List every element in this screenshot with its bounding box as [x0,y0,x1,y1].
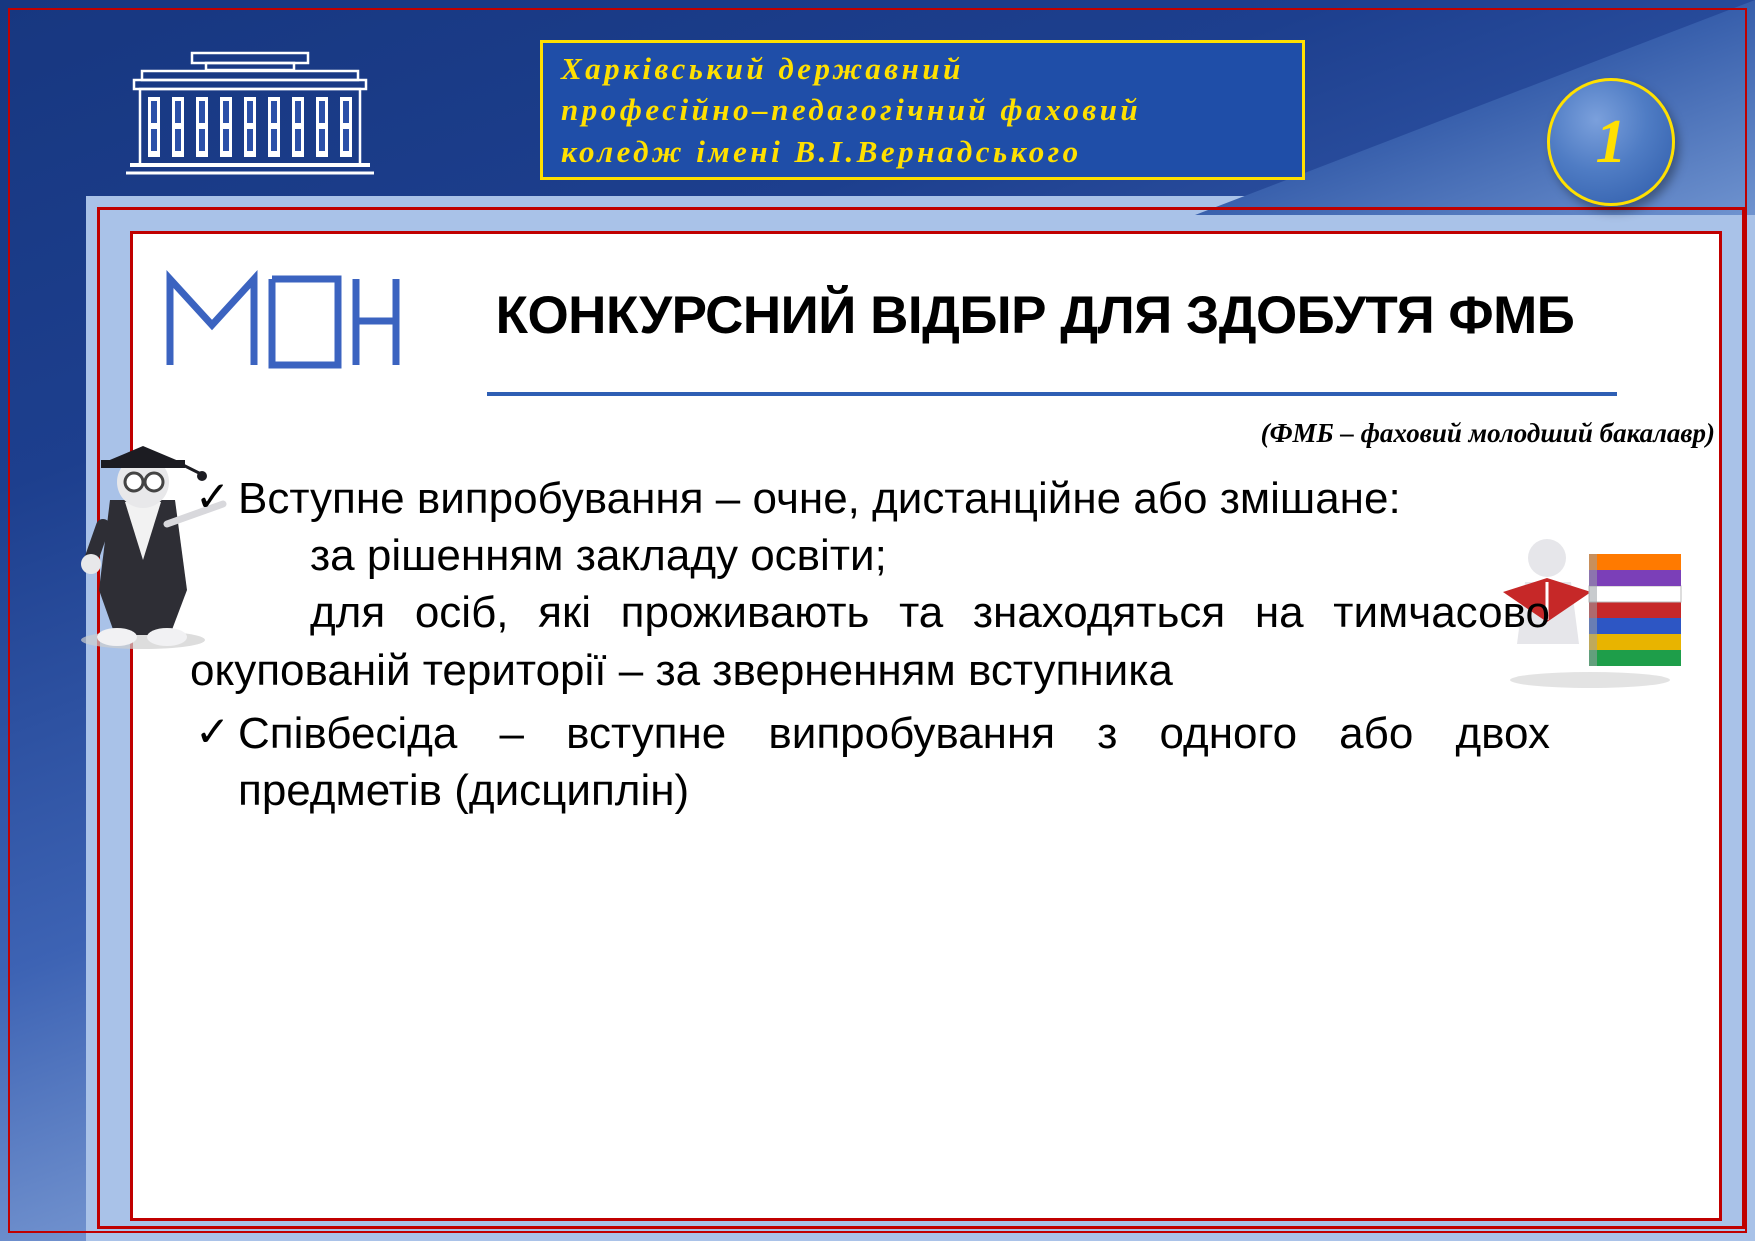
college-title-box [540,40,1305,180]
bullet-item-2-text: Співбесіда – вступне випробування з одного або двох предметів (дисциплін) [238,708,1550,815]
college-building-icon [120,45,380,185]
slide-body [190,470,1550,819]
slide-number-badge [1547,78,1675,206]
college-title-line-3: коледж імені В.І.Вернадського [561,133,1082,169]
college-title-line-1: Харківський державний [561,51,964,87]
mon-logo-icon [160,265,405,375]
bullet-item-1 [190,470,1550,527]
page-subtitle: (ФМБ – фаховий молодший бакалавр) [1260,418,1715,448]
sub-item-1: за рішенням закладу освіти; [310,531,887,581]
check-icon-2: ✓ [195,707,231,755]
bullet-item-1-text: Вступне випробування – очне, дистанційне або змішане: [238,474,1401,523]
college-title-line-2: професійно–педагогічний фаховий [561,92,1142,128]
bullet-item-2 [190,705,1550,819]
page-title: КОНКУРСНИЙ ВІДБІР ДЛЯ ЗДОБУТЯ ФМБ [495,286,1575,345]
check-icon: ✓ [195,473,231,520]
title-underline [487,392,1617,396]
slide-number-value: 1 [1595,107,1627,176]
sub-item-2: для осіб, які проживають та знаходяться на тимчасово окупованій території – за зверненням вступника [190,588,1550,695]
